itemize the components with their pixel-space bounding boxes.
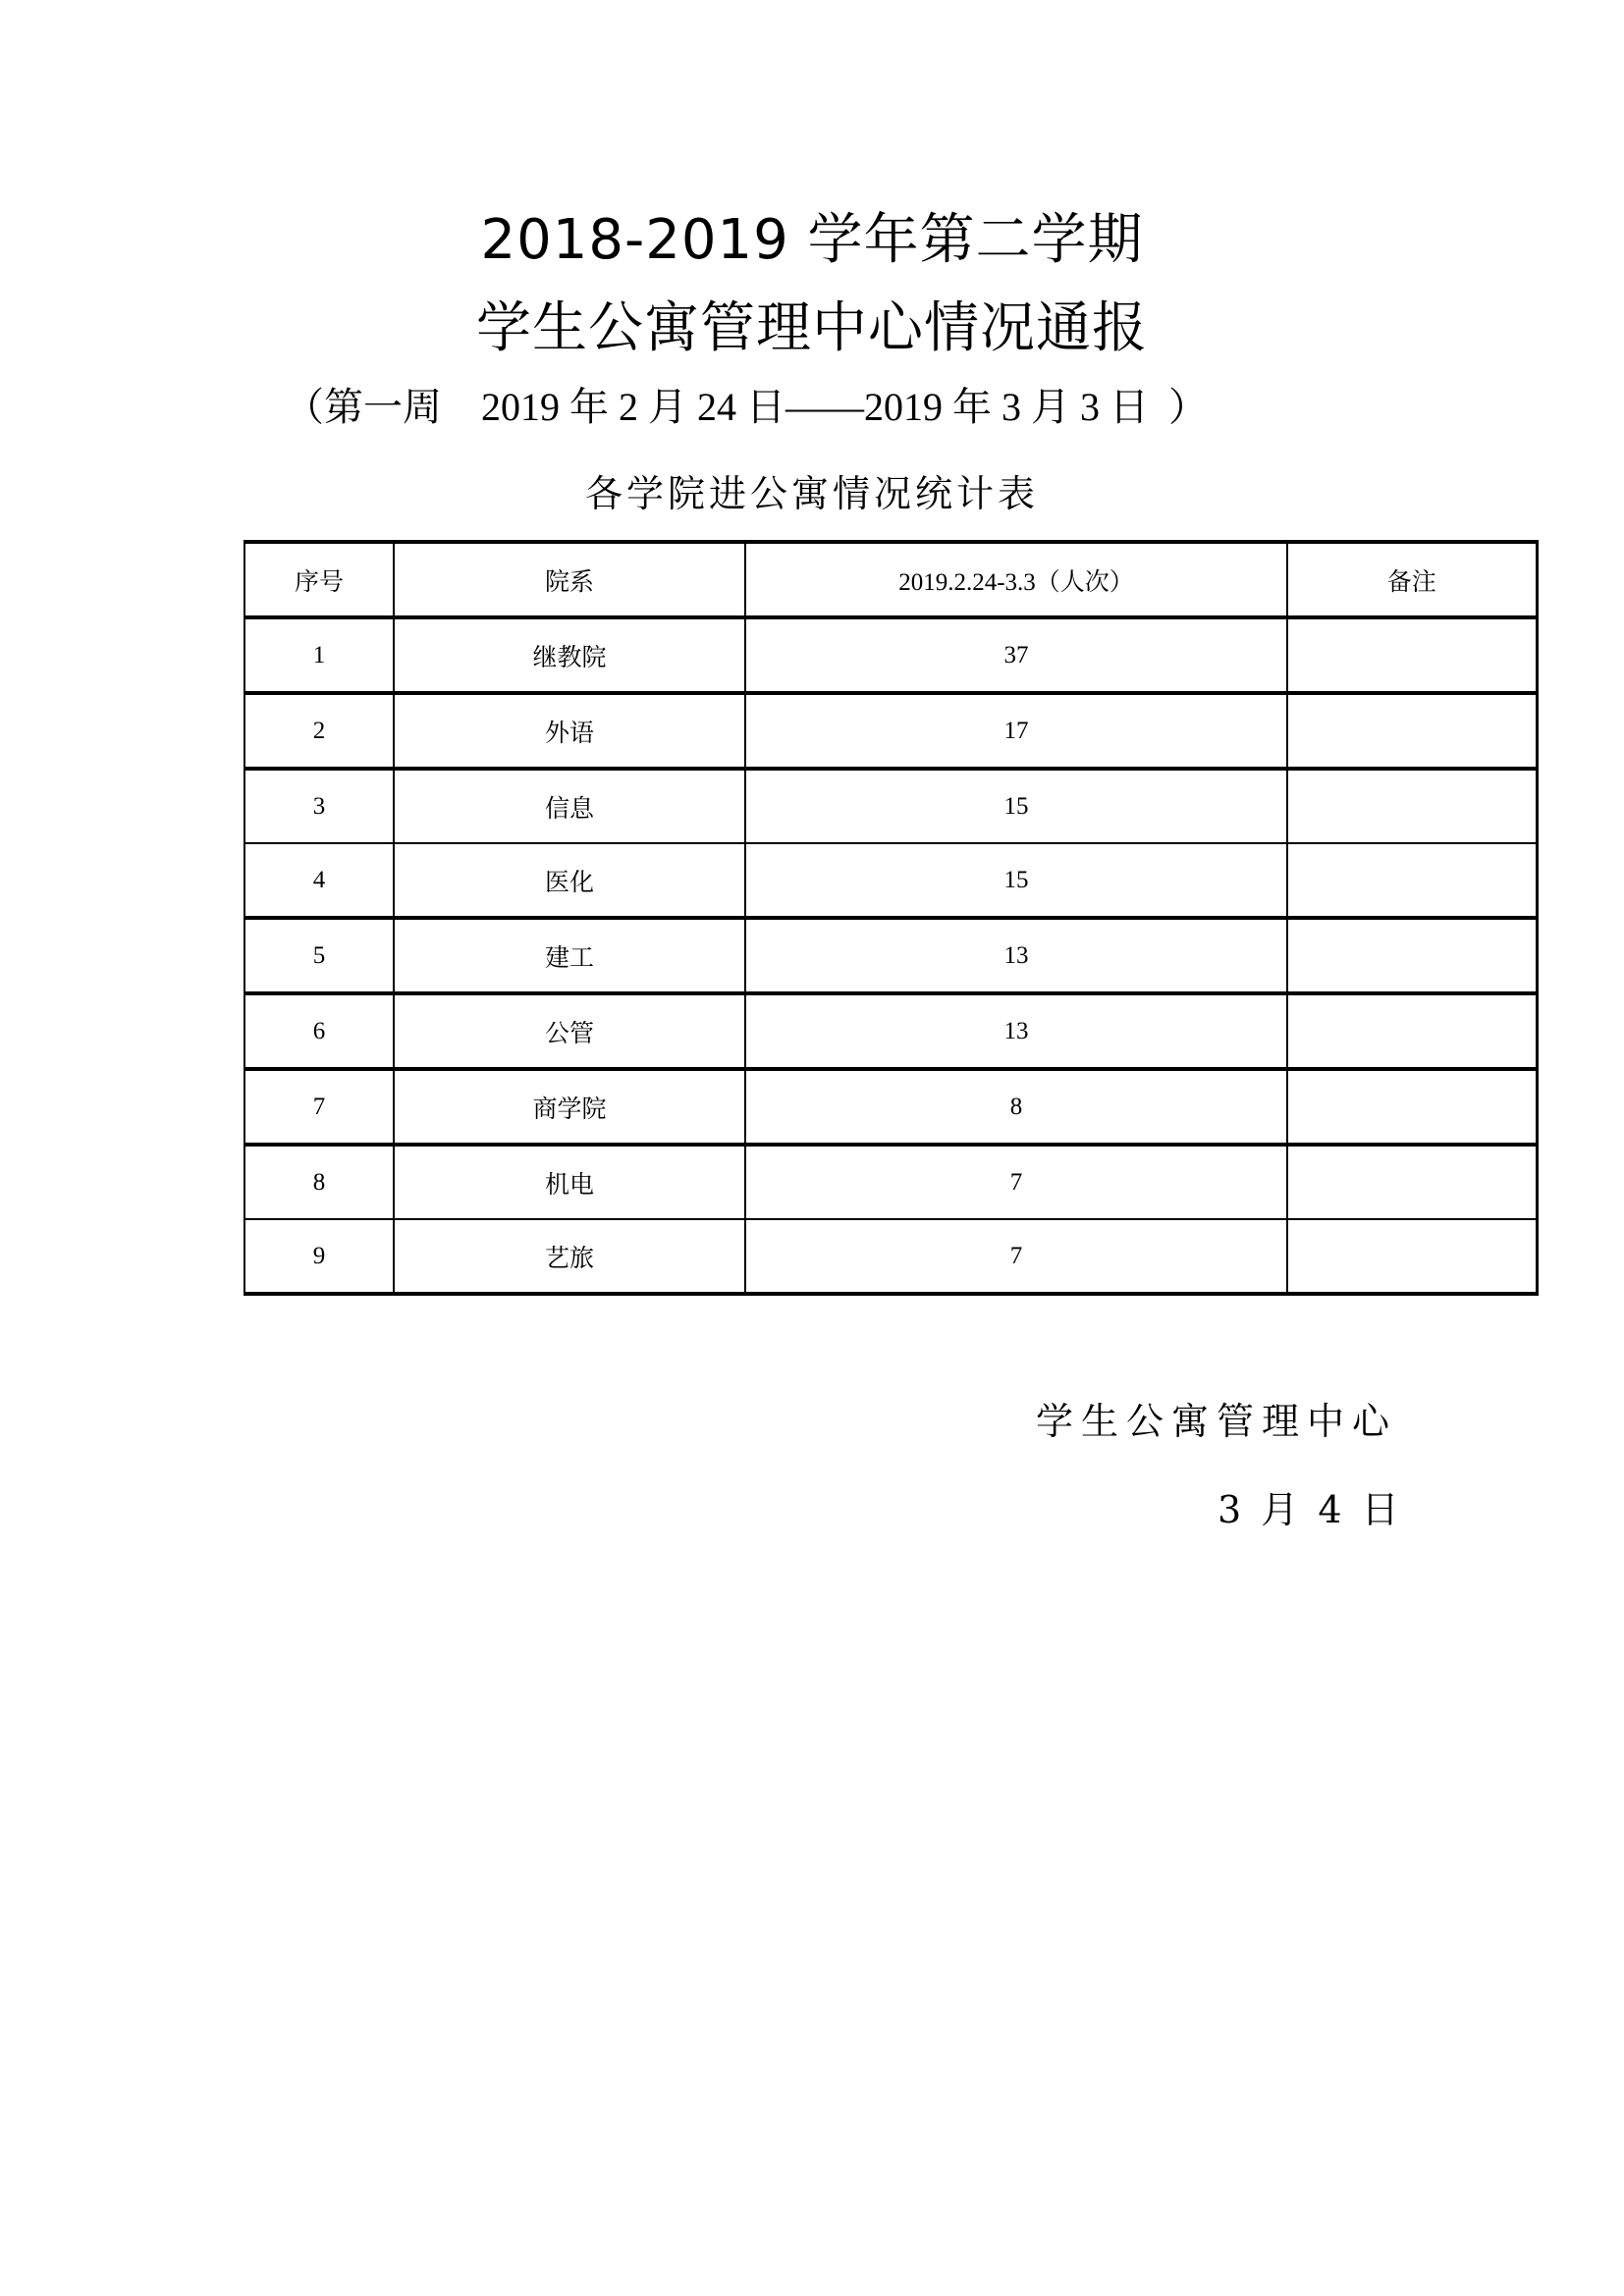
cell-no: 7 <box>244 1069 394 1145</box>
signature-organization: 学生公寓管理中心 <box>1036 1400 1398 1443</box>
cell-count: 7 <box>745 1219 1287 1294</box>
table-row <box>244 1069 1537 1145</box>
table-row <box>244 1145 1537 1219</box>
cell-no: 4 <box>244 843 394 918</box>
header-count: 2019.2.24-3.3（人次） <box>745 542 1287 617</box>
cell-dept: 艺旅 <box>394 1219 745 1294</box>
document-title-line1: 2018-2019 学年第二学期 <box>480 208 1144 272</box>
cell-count: 7 <box>745 1145 1287 1219</box>
cell-dept: 信息 <box>394 769 745 843</box>
cell-count: 13 <box>745 993 1287 1069</box>
cell-dept: 建工 <box>394 918 745 993</box>
cell-dept: 机电 <box>394 1145 745 1219</box>
cell-count: 17 <box>745 693 1287 769</box>
header-note: 备注 <box>1287 542 1537 617</box>
cell-count: 15 <box>745 769 1287 843</box>
cell-no: 3 <box>244 769 394 843</box>
cell-note <box>1287 1069 1537 1145</box>
cell-dept: 公管 <box>394 993 745 1069</box>
cell-note <box>1287 617 1537 693</box>
table-row <box>244 993 1537 1069</box>
cell-no: 6 <box>244 993 394 1069</box>
cell-dept: 继教院 <box>394 617 745 693</box>
table-row <box>244 843 1537 918</box>
cell-count: 15 <box>745 843 1287 918</box>
table-row <box>244 1219 1537 1294</box>
header-no: 序号 <box>244 542 394 617</box>
cell-no: 5 <box>244 918 394 993</box>
cell-note <box>1287 1145 1537 1219</box>
table-row <box>244 693 1537 769</box>
document-title-line2: 学生公寓管理中心情况通报 <box>476 296 1148 360</box>
cell-no: 1 <box>244 617 394 693</box>
cell-count: 13 <box>745 918 1287 993</box>
cell-no: 9 <box>244 1219 394 1294</box>
table-row <box>244 769 1537 843</box>
report-period: （第一周 2019 年 2 月 24 日——2019 年 3 月 3 日 ） <box>285 385 1208 429</box>
table-row <box>244 918 1537 993</box>
table-title: 各学院进公寓情况统计表 <box>584 472 1039 515</box>
cell-count: 8 <box>745 1069 1287 1145</box>
cell-note <box>1287 993 1537 1069</box>
statistics-table <box>244 540 1539 1296</box>
cell-note <box>1287 1219 1537 1294</box>
cell-note <box>1287 918 1537 993</box>
table-row <box>244 617 1537 693</box>
cell-count: 37 <box>745 617 1287 693</box>
cell-dept: 医化 <box>394 843 745 918</box>
cell-note <box>1287 769 1537 843</box>
cell-note <box>1287 843 1537 918</box>
signature-date: 3 月 4 日 <box>1218 1488 1403 1531</box>
header-dept: 院系 <box>394 542 745 617</box>
cell-dept: 商学院 <box>394 1069 745 1145</box>
cell-no: 8 <box>244 1145 394 1219</box>
table-header-row <box>244 542 1537 617</box>
cell-no: 2 <box>244 693 394 769</box>
cell-dept: 外语 <box>394 693 745 769</box>
cell-note <box>1287 693 1537 769</box>
